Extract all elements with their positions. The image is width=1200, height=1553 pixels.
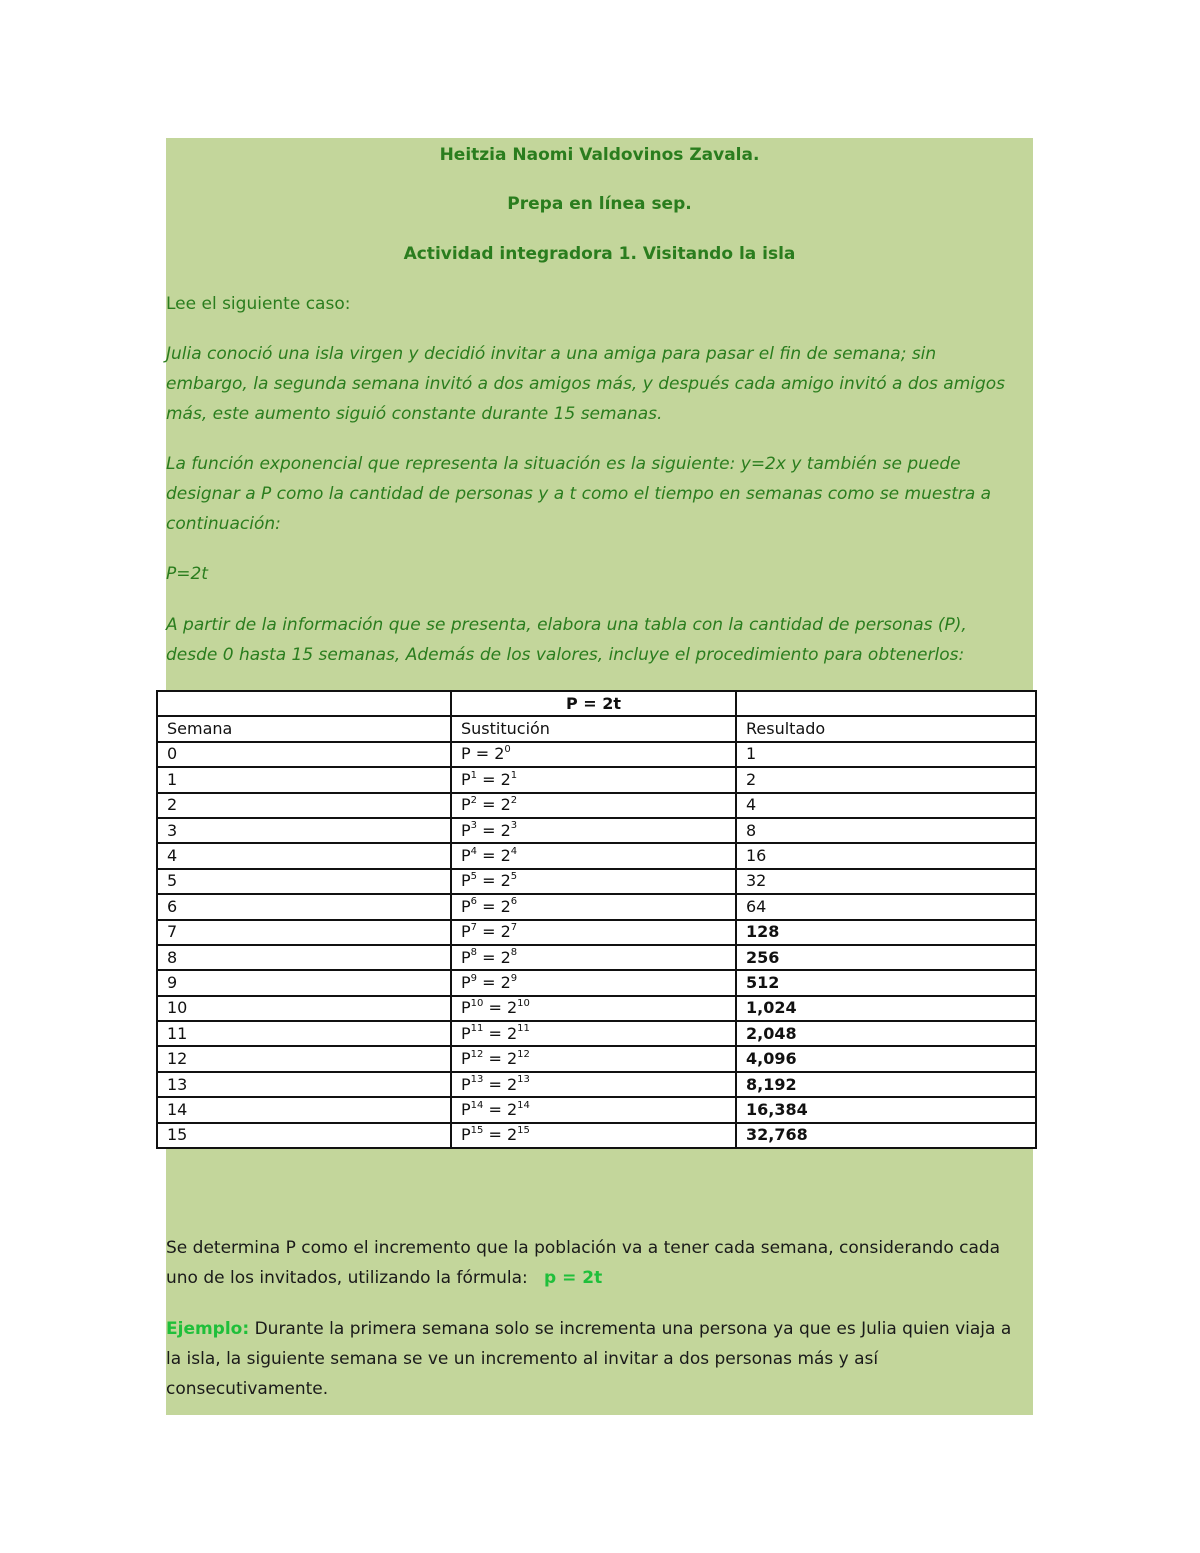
substitution-base: 2 <box>500 896 511 916</box>
substitution-lhs-exponent: 3 <box>470 820 478 832</box>
substitution-lhs: P <box>461 1125 471 1145</box>
substitution-lhs-exponent: 9 <box>470 972 478 984</box>
substitution-lhs-exponent: 7 <box>470 921 478 933</box>
substitution-cell: $P^2 = 2^2$ <box>451 793 736 818</box>
week-cell: 15 <box>157 1123 451 1148</box>
example-line-2: la isla, la siguiente semana se ve un incremento al invitar a dos personas más y así <box>166 1349 879 1369</box>
substitution-lhs: P = 2 <box>461 744 505 764</box>
substitution-base: 2 <box>500 769 511 789</box>
empty-cell <box>157 691 451 716</box>
week-cell: 0 <box>157 742 451 767</box>
week-cell: 10 <box>157 996 451 1021</box>
table-row <box>157 970 1036 995</box>
substitution-base: 2 <box>500 922 511 942</box>
substitution-exponent: 6 <box>510 896 518 908</box>
result-cell: 32,768 <box>736 1123 1036 1148</box>
substitution-cell: $P^1 = 2^1$ <box>451 767 736 792</box>
substitution-lhs: P <box>461 1099 471 1119</box>
week-cell: 13 <box>157 1072 451 1097</box>
header-substitution: Sustitución <box>451 716 736 741</box>
week-cell: 3 <box>157 818 451 843</box>
table-row <box>157 996 1036 1021</box>
case-prompt: Lee el siguiente caso: <box>166 294 351 314</box>
example-line-3: consecutivamente. <box>166 1379 329 1399</box>
substitution-exponent: 11 <box>517 1023 530 1035</box>
substitution-lhs-exponent: 14 <box>470 1099 484 1111</box>
substitution-lhs-exponent: 1 <box>470 769 478 781</box>
week-cell: 9 <box>157 970 451 995</box>
table-row <box>157 1072 1036 1097</box>
substitution-cell: $P^{10} = 2^{10}$ <box>451 996 736 1021</box>
week-cell: 14 <box>157 1097 451 1122</box>
substitution-base: 2 <box>506 1099 518 1119</box>
result-cell: 1,024 <box>736 996 1036 1021</box>
substitution-exponent: 1 <box>510 769 518 781</box>
function-text-line-3: continuación: <box>166 514 281 534</box>
substitution-lhs-exponent: 2 <box>470 794 478 806</box>
result-cell: 4 <box>736 793 1036 818</box>
result-cell: 8,192 <box>736 1072 1036 1097</box>
substitution-exponent: 10 <box>517 998 530 1010</box>
substitution-exponent: 8 <box>510 947 518 959</box>
substitution-lhs: P <box>461 795 471 815</box>
table-row <box>157 945 1036 970</box>
substitution-base: 2 <box>500 871 511 891</box>
task-text-line-2: desde 0 hasta 15 semanas, Además de los valores, incluye el procedimiento para obtenerlos: <box>166 645 965 665</box>
substitution-base: 2 <box>500 947 511 967</box>
substitution-lhs-exponent: 4 <box>470 845 478 857</box>
result-cell: 16 <box>736 843 1036 868</box>
result-cell: 128 <box>736 920 1036 945</box>
table-row <box>157 1097 1036 1122</box>
case-text-line-3: más, este aumento siguió constante durante 15 semanas. <box>166 404 663 424</box>
case-text-line-1: Julia conoció una isla virgen y decidió invitar a una amiga para pasar el fin de semana; sin <box>166 344 937 364</box>
example-label: Ejemplo: <box>166 1319 250 1339</box>
table-row <box>157 1021 1036 1046</box>
substitution-base: 2 <box>506 1125 518 1145</box>
substitution-base: 2 <box>506 1074 518 1094</box>
week-cell: 11 <box>157 1021 451 1046</box>
substitution-exponent: 0 <box>504 744 511 756</box>
conclusion-line-2-text: uno de los invitados, utilizando la fórmula: <box>166 1268 528 1288</box>
example-line-1-text: Durante la primera semana solo se incrementa una persona ya que es Julia quien viaja a <box>254 1319 1012 1339</box>
table-row <box>157 742 1036 767</box>
substitution-lhs: P <box>461 820 471 840</box>
substitution-lhs-exponent: 11 <box>470 1023 484 1035</box>
substitution-lhs-exponent: 15 <box>470 1125 484 1136</box>
substitution-base: 2 <box>500 846 511 866</box>
substitution-base: 2 <box>500 820 511 840</box>
substitution-exponent: 14 <box>517 1099 530 1111</box>
substitution-cell: $P^{11} = 2^{11}$ <box>451 1021 736 1046</box>
result-cell: 8 <box>736 818 1036 843</box>
table-row <box>157 920 1036 945</box>
conclusion-line-1: Se determina P como el incremento que la población va a tener cada semana, considerando cada <box>166 1238 1001 1258</box>
empty-cell <box>736 691 1036 716</box>
substitution-base: 2 <box>506 1049 518 1069</box>
case-text-line-2: embargo, la segunda semana invitó a dos amigos más, y después cada amigo invitó a dos amigos <box>166 374 1006 394</box>
substitution-lhs-exponent: 6 <box>470 896 478 908</box>
substitution-lhs: P <box>461 1074 471 1094</box>
table-row <box>157 767 1036 792</box>
table-title-row <box>157 691 1036 716</box>
header-week: Semana <box>157 716 451 741</box>
substitution-exponent: 4 <box>510 845 518 857</box>
substitution-lhs: P <box>461 1049 471 1069</box>
substitution-cell <box>451 742 736 767</box>
substitution-lhs: P <box>461 1023 471 1043</box>
substitution-lhs: P <box>461 922 471 942</box>
author-name: Heitzia Naomi Valdovinos Zavala. <box>439 145 760 165</box>
school-name: Prepa en línea sep. <box>507 194 692 214</box>
substitution-base: 2 <box>506 998 518 1018</box>
week-cell: 7 <box>157 920 451 945</box>
result-cell: 16,384 <box>736 1097 1036 1122</box>
table-row <box>157 818 1036 843</box>
result-cell: 1 <box>736 742 1036 767</box>
table-row <box>157 894 1036 919</box>
substitution-cell: $P^4 = 2^4$ <box>451 843 736 868</box>
week-cell: 6 <box>157 894 451 919</box>
result-cell: 4,096 <box>736 1046 1036 1071</box>
substitution-cell: $P^5 = 2^5$ <box>451 869 736 894</box>
week-cell: 8 <box>157 945 451 970</box>
result-cell: 64 <box>736 894 1036 919</box>
substitution-base: 2 <box>500 972 511 992</box>
substitution-cell: $P^8 = 2^8$ <box>451 945 736 970</box>
substitution-exponent: 2 <box>510 794 518 806</box>
task-text-line-1: A partir de la información que se presenta, elabora una tabla con la cantidad de personas (P), <box>166 615 967 635</box>
substitution-lhs-exponent: 5 <box>470 871 478 883</box>
substitution-base: 2 <box>500 795 511 815</box>
week-cell: 1 <box>157 767 451 792</box>
week-cell: 2 <box>157 793 451 818</box>
substitution-exponent: 15 <box>517 1125 530 1136</box>
table-row <box>157 869 1036 894</box>
substitution-exponent: 13 <box>517 1074 530 1086</box>
substitution-lhs-exponent: 8 <box>470 947 478 959</box>
result-cell: 32 <box>736 869 1036 894</box>
substitution-cell: $P^{13} = 2^{13}$ <box>451 1072 736 1097</box>
table-row <box>157 1046 1036 1071</box>
substitution-lhs-exponent: 12 <box>470 1048 484 1060</box>
example-line-1 <box>166 1314 1033 1344</box>
substitution-cell: $P^{15} = 2^{15}$ <box>451 1123 736 1148</box>
conclusion-formula: p = 2t <box>543 1268 603 1288</box>
result-cell: 2 <box>736 767 1036 792</box>
substitution-lhs: P <box>461 871 471 891</box>
table-header-row <box>157 716 1036 741</box>
results-table <box>156 690 1037 1149</box>
substitution-exponent: 7 <box>510 921 518 933</box>
substitution-cell: $P^{12} = 2^{12}$ <box>451 1046 736 1071</box>
week-cell: 4 <box>157 843 451 868</box>
substitution-exponent: 3 <box>510 820 518 832</box>
function-text-line-1: La función exponencial que representa la situación es la siguiente: y=2x y también se puede <box>166 454 961 474</box>
substitution-lhs: P <box>461 947 471 967</box>
substitution-cell: $P^9 = 2^9$ <box>451 970 736 995</box>
substitution-lhs: P <box>461 972 471 992</box>
table-row <box>157 793 1036 818</box>
table-row <box>157 1123 1036 1148</box>
substitution-lhs-exponent: 13 <box>470 1074 484 1086</box>
result-cell: 2,048 <box>736 1021 1036 1046</box>
header-result: Resultado <box>736 716 1036 741</box>
substitution-base: 2 <box>506 1023 518 1043</box>
substitution-cell: $P^7 = 2^7$ <box>451 920 736 945</box>
substitution-cell: $P^{14} = 2^{14}$ <box>451 1097 736 1122</box>
substitution-cell: $P^6 = 2^6$ <box>451 894 736 919</box>
substitution-lhs: P <box>461 896 471 916</box>
activity-title: Actividad integradora 1. Visitando la isla <box>403 244 796 264</box>
substitution-lhs-exponent: 10 <box>470 998 484 1010</box>
function-text-line-2: designar a P como la cantidad de personas y a t como el tiempo en semanas como se muestra a <box>166 484 992 504</box>
substitution-exponent: 12 <box>517 1048 530 1060</box>
table-title: P = 2t <box>451 691 736 716</box>
substitution-lhs: P <box>461 769 471 789</box>
week-cell: 12 <box>157 1046 451 1071</box>
formula-text: P=2t <box>166 564 208 584</box>
substitution-lhs: P <box>461 846 471 866</box>
substitution-cell: $P^3 = 2^3$ <box>451 818 736 843</box>
substitution-lhs: P <box>461 998 471 1018</box>
substitution-exponent: 9 <box>510 972 518 984</box>
week-cell: 5 <box>157 869 451 894</box>
conclusion-line-2 <box>166 1263 1033 1293</box>
result-cell: 256 <box>736 945 1036 970</box>
table-row <box>157 843 1036 868</box>
result-cell: 512 <box>736 970 1036 995</box>
substitution-exponent: 5 <box>510 871 518 883</box>
